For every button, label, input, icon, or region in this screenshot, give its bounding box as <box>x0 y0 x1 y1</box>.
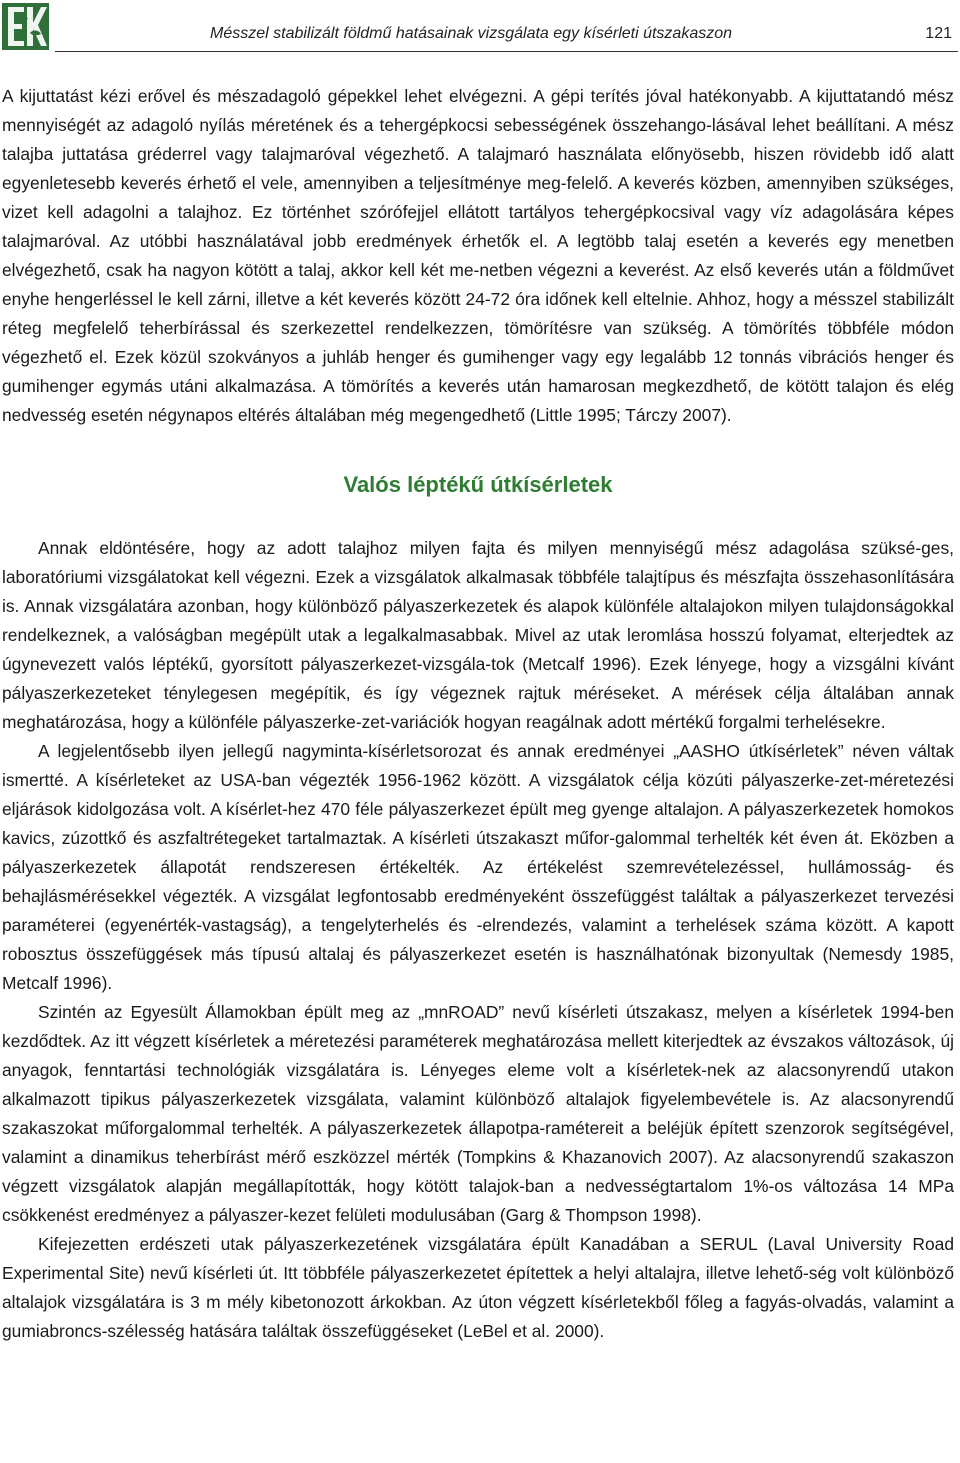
page-header <box>0 0 960 56</box>
section-heading: Valós léptékű útkísérletek <box>343 472 613 497</box>
paragraph-serul: Kifejezetten erdészeti utak pályaszerkezetének vizsgálatára épült Kanadában a SERUL (Laval University Road Experimental Site) nevű kísérleti út. Itt többféle pályaszerkezetet építettek a helyi altalajra, illetve lehető-ség volt különböző altalajok vizsgálatára is 3 m mély kibetonozott árkokban. Az úton végzett kísérletekből főleg a fagyás-olvadás, valamint a gumiabroncs-szélesség hatására találtak összefüggéseket (LeBel et al. 2000). <box>2 1234 954 1341</box>
ek-logo-icon <box>2 3 49 50</box>
running-title: Mésszel stabilizált földmű hatásainak vizsgálata egy kísérleti útszakaszon <box>210 25 733 42</box>
paragraph-full-scale-tests: Annak eldöntésére, hogy az adott talajhoz milyen fajta és milyen mennyiségű mész adagolása szüksé-ges, laboratóriumi vizsgálatokat kell végezni. Ezek a vizsgálatok alkalmasak többféle talajtípus és mészfajta összehasonlítására is. Annak vizsgálatára azonban, hogy különböző pályaszerkezetek és alapok különféle altalajokon milyen tulajdonságokkal rendelkeznek, a valóságban megépült utak a legalkalmasabbak. Mivel az utak leromlása hosszú folyamat, elterjedtek az úgynevezett valós léptékű, gyorsított pályaszerkezet-vizsgála-tok (Metcalf 1996). Ezek lényege, hogy a vizsgálni kívánt pályaszerkezeteket ténylegesen megépítik, és így végeznek rajtuk méréseket. A mérések célja általában annak meghatározása, hogy a különféle pályaszerke-zet-variációk hogyan reagálnak adott mértékű forgalmi terhelésekre. <box>2 538 954 732</box>
paragraph-mnroad: Szintén az Egyesült Államokban épült meg az „mnROAD” nevű kísérleti útszakasz, melyen a kísérletek 1994-ben kezdődtek. Az itt végzett kísérletek a méretezési paraméterek meghatározása mellett kiterjedtek az évszakos változások, új anyagok, fenntartási technológiák vizsgálatára is. Lényeges eleme volt a kísérletek-nek az alacsonyrendű utakon alkalmazott tipikus pályaszerkezetek vizsgálata, valamint különböző altalajok figyelembevétele is. Az alacsonyrendű szakaszokat műforgalommal terhelték. A pályaszerkezetek állapotpa-ramétereit a beléjük épített szenzorok segítségével, valamint a dinamikus teherbírást mérő eszközzel mérték (Tompkins & Khazanovich 2007). Az alacsonyrendű szakaszon végzett vizsgálatok alapján megállapították, hogy kötött talajok-ban a nedvességtartalom 1%-os változása 14 MPa csökkenést eredményez a pályaszer-kezet felületi modulusában (Garg & Thompson 1998). <box>2 1002 954 1225</box>
paragraph-lime-application: A kijuttatást kézi erővel és mészadagoló gépekkel lehet elvégezni. A gépi terítés jóval hatékonyabb. A kijuttatandó mész mennyiségét az adagoló nyílás méretének és a tehergépkocsi sebességének összehango-lásával lehet beállítani. A mész talajba juttatása gréderrel vagy talajmaróval végezhető. A talajmaró használata előnyösebb, hiszen rövidebb idő alatt egyenletesebb keverés érhető el vele, amennyiben a teljesítménye meg-felelő. A keverés közben, amennyiben szükséges, vizet kell adagolni a talajhoz. Ez történhet szórófejjel ellátott tartályos tehergépkocsival vagy víz adagolására képes talajmaróval. Az utóbbi használatával jobb eredmények érhetők el. A legtöbb talaj esetén a keverés egy menetben elvégezhető, csak ha nagyon kötött a talaj, akkor kell két me-netben végezni a keverést. Az első keverés után a földművet enyhe hengerléssel le kell zárni, illetve a két keverés között 24-72 óra időnek kell eltelnie. Ahhoz, hogy a mésszel stabilizált réteg megfelelő teherbírással és szerkezettel rendelkezzen, tömörítésre van szükség. A tömörítés többféle módon végezhető el. Ezek közül szokványos a juhláb henger és gumihenger vagy egy legalább 12 tonnás vibrációs henger és gumihenger egymás utáni alkalmazása. A tömörítés a keverés után hamarosan megkezdhető, de kötött talajon és elég nedvesség esetén négynapos eltérés általában még megengedhető (Little 1995; Tárczy 2007). <box>2 86 954 425</box>
page-number: 121 <box>925 25 952 42</box>
ek-logo-graphic <box>2 3 49 50</box>
header-divider <box>55 51 958 52</box>
article-body <box>2 82 954 1346</box>
paragraph-aasho: A legjelentősebb ilyen jellegű nagyminta-kísérletsorozat és annak eredményei „AASHO útkísérletek” néven váltak ismertté. A kísérleteket az USA-ban végezték 1956-1962 között. A vizsgálatok célja közúti pályaszerke-zet-méretezési eljárások kidolgozása volt. A kísérlet-hez 470 féle pályaszerkezet épült meg gyenge altalajon. A pályaszerkezetek homokos kavics, zúzottkő és aszfaltrétegeket tartalmaztak. A kísérleti útszakaszt műfor-galommal terhelték két éven át. Eközben a pályaszerkezetek állapotát rendszeresen értékelték. Az értékelést szemrevételezéssel, hullámosság- és behajlásmérésekkel végezték. A vizsgálat legfontosabb eredményeként összefüggést találtak a pályaszerkezet tervezési paraméterei (egyenérték-vastagság), a tengelyterhelés és -elrendezés, valamint a terhelések száma között. A kapott robosztus összefüggések más típusú altalaj és pályaszerkezet esetén is használhatónak bizonyultak (Nemesdy 1985, Metcalf 1996). <box>2 741 954 993</box>
